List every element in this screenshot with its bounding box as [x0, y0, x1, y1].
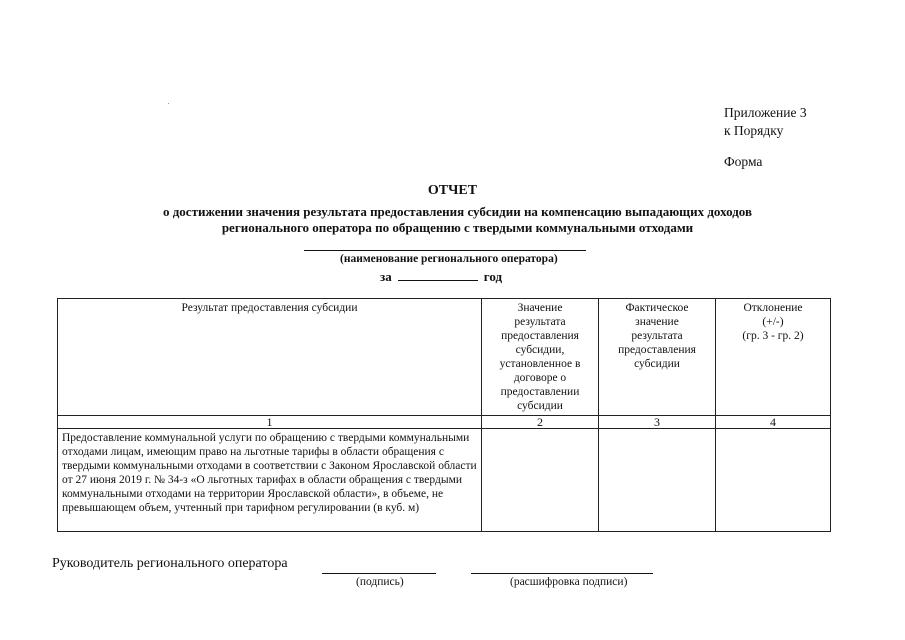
column-number: 4: [716, 416, 831, 429]
signature-caption: (подпись): [356, 576, 404, 588]
actual-value-cell: [599, 429, 716, 532]
scan-speck: [168, 103, 169, 104]
deviation-cell: [716, 429, 831, 532]
appendix-line-1: Приложение 3: [724, 105, 807, 120]
document-subtitle: [60, 204, 855, 236]
operator-name-caption: (наименование регионального оператора): [340, 253, 558, 265]
year-row: [380, 268, 502, 285]
signature-transcript-line: [471, 573, 653, 574]
document-title: ОТЧЕТ: [427, 183, 478, 198]
subtitle-line-2: регионального оператора по обращению с твердыми коммунальными отходами: [221, 220, 694, 235]
table-row: [58, 429, 831, 532]
year-suffix: год: [483, 269, 503, 284]
column-number: 1: [58, 416, 482, 429]
header-result: Результат предоставления субсидии: [58, 299, 482, 416]
column-number: 3: [599, 416, 716, 429]
table-header-row: [58, 299, 831, 416]
result-description: Предоставление коммунальной услуги по обращению с твердыми коммунальными отходами лицам, имеющим право на льготные тарифы в области обращения с твердыми коммунальными отходами в соответствии с Законом Ярославской области от 27 июня 2019 г. № 34-з «О льготных тарифах в области обращения с твердыми коммунальными отходами на территории Ярославской области», в объеме, не превышающем объем, учтенный при тарифном регулировании (в куб. м): [58, 429, 482, 532]
appendix-reference: [724, 104, 807, 140]
column-number: 2: [482, 416, 599, 429]
operator-name-line: [304, 250, 586, 251]
signature-transcript-caption: (расшифровка подписи): [510, 576, 628, 588]
header-actual-value: Фактическое значение результата предоставления субсидии: [599, 299, 716, 416]
year-blank: [398, 268, 478, 281]
year-prefix: за: [380, 269, 392, 284]
header-deviation: Отклонение (+/-) (гр. 3 - гр. 2): [716, 299, 831, 416]
signature-label: Руководитель регионального оператора: [52, 556, 288, 571]
form-label: Форма: [724, 154, 763, 169]
header-planned-value: Значение результата предоставления субсидии, установленное в договоре о предоставлении субсидии: [482, 299, 599, 416]
column-number-row: [58, 416, 831, 429]
appendix-line-2: к Порядку: [724, 123, 784, 138]
planned-value-cell: [482, 429, 599, 532]
report-table: [57, 298, 831, 532]
signature-line: [322, 573, 436, 574]
subtitle-line-1: о достижении значения результата предоставления субсидии на компенсацию выпадающих доходов: [162, 204, 752, 219]
